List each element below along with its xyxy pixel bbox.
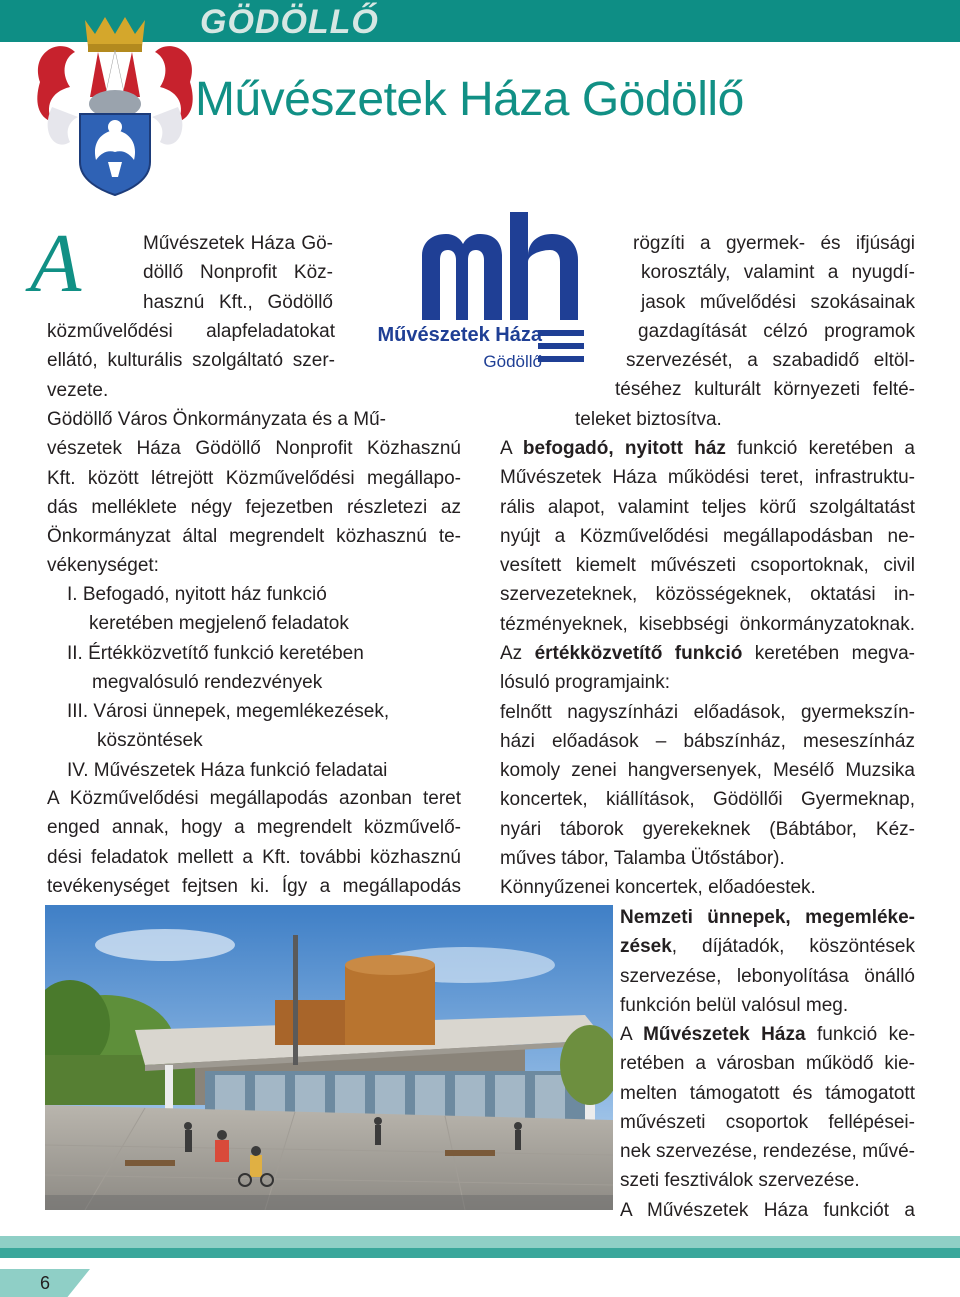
- list-number: I.: [67, 584, 78, 605]
- paragraph-further: [47, 784, 461, 901]
- bold-term: Nemzeti ünnepek, megemléke-: [620, 907, 915, 928]
- text-line: Gödöllő Város Önkormányzata és a Mű-: [47, 409, 386, 430]
- text-line: komoly zenei hangversenyek, Mesélő Muzsika: [500, 760, 915, 782]
- page-title: Művészetek Háza Gödöllő: [195, 73, 744, 126]
- text-line: nek szervezése, rendezése, művé-: [620, 1141, 915, 1163]
- bold-term: befogadó, nyitott ház: [522, 438, 726, 459]
- logo-name: Művészetek Háza: [377, 324, 542, 346]
- list-item-cont: keretében megjelenő feladatok: [89, 613, 349, 635]
- text-line: nyári táborok gyerekeknek (Bábtábor, Kéz-: [500, 818, 915, 840]
- list-number: II.: [67, 642, 83, 664]
- text-line: szervezeteknek, közösségeknek, oktatási in-: [500, 584, 915, 606]
- text-line: Az értékközvetítő funkció keretében megva-: [500, 643, 916, 664]
- paragraph-ertek: [500, 639, 915, 903]
- list-item: [67, 580, 467, 609]
- footer-bar-dark: [0, 1248, 960, 1258]
- paragraph-befogado: [500, 434, 915, 639]
- text-line: retében a városban működő kie-: [620, 1053, 915, 1075]
- header-city: GÖDÖLLŐ: [200, 3, 379, 41]
- text-line: [620, 903, 915, 932]
- list-item: [67, 639, 467, 668]
- list-text: Értékközvetítő funkció keretében: [88, 642, 364, 664]
- text-line: A befogadó, nyitott ház funkció keretében a: [500, 438, 915, 459]
- text-line: házi előadások – bábszínház, meseszínház: [500, 730, 915, 752]
- text-line: dési feladatok mellett a Kft. további közhasznú: [47, 846, 461, 868]
- text-line: melten támogatott és támogatott: [620, 1082, 915, 1104]
- bold-term: értékközvetítő funkció: [534, 643, 743, 664]
- text-line: Kft. között létrejött Közművelődési megállapo-: [47, 467, 461, 489]
- text-line: hasznú Kft., Gödöllő: [143, 291, 333, 313]
- text-line: tevékenységet fejtsen ki. Így a megállapodás: [47, 875, 461, 897]
- text-line: szeti fesztiválok szervezése.: [620, 1170, 860, 1192]
- list-item: [67, 697, 467, 726]
- text-line: Művészetek Háza Gö-: [143, 233, 333, 254]
- text-line: rögzíti a gyermek- és ifjúsági: [633, 233, 915, 254]
- text-line: téséhez kulturált környezeti felté-: [615, 379, 915, 401]
- building-rendering-image: [45, 905, 613, 1210]
- text-line: korosztály, valamint a nyugdí-: [641, 262, 915, 284]
- list-number: III.: [67, 701, 89, 723]
- text-line: A Művészetek Háza funkció ke-: [620, 1024, 916, 1045]
- text-line: jasok művelődési szokásainak: [641, 291, 915, 313]
- text-line: Önkormányzat által megrendelt közhasznú te-: [47, 526, 461, 548]
- drop-cap: A: [30, 217, 82, 310]
- chapter-list: [67, 580, 467, 785]
- text-line: vékenységet:: [47, 555, 159, 577]
- text-line: ellátó, kulturális szolgáltató szer-: [47, 350, 335, 372]
- text-line: A Közművelődési megállapodás azonban teret: [47, 788, 461, 809]
- text-line: A Művészetek Háza funkciót a: [620, 1199, 915, 1221]
- logo-place: Gödöllő: [483, 352, 542, 371]
- list-text: Művészetek Háza funkció feladatai: [93, 759, 388, 781]
- text-line: funkción belül valósul meg.: [620, 994, 849, 1016]
- text-line: közművelődési alapfeladatokat: [47, 321, 335, 342]
- text-line: rális alapot, valamint teljes körű szolgáltatást: [500, 496, 915, 518]
- text-line: szervezése, lebonyolítása önálló: [620, 965, 915, 987]
- right-top-paragraph: [575, 229, 915, 434]
- text-line: döllő Nonprofit Köz-: [143, 262, 333, 284]
- text-line: vezete.: [47, 379, 109, 401]
- text-line: koncertek, kiállítások, Gödöllői Gyermeknap,: [500, 789, 915, 811]
- bold-term: Művészetek Háza: [643, 1024, 806, 1045]
- intro-indented: [143, 229, 333, 317]
- text-line: szervezését, a szabadidő eltöl-: [626, 350, 915, 372]
- paragraph-mh: [620, 1020, 915, 1225]
- text-line: műves tábor, Talamba Ütőstábor).: [500, 848, 785, 870]
- paragraph-agreement: [47, 405, 461, 581]
- paragraph-nemzeti: [620, 903, 915, 1020]
- intro-rest: [47, 317, 335, 405]
- text-line: enged annak, hogy a megrendelt közművelő-: [47, 817, 461, 839]
- text-line: tézményeknek, kisebbségi önkormányzatoknak.: [500, 613, 915, 635]
- page-number: 6: [40, 1273, 51, 1293]
- text-line: nyújt a Közművelődési megállapodásban ne-: [500, 525, 915, 547]
- text-line: teleket biztosítva.: [575, 408, 722, 430]
- text-line: vészetek Háza Gödöllő Nonprofit Közhasznú: [47, 438, 461, 460]
- text-line: gazdagítását célzó programok: [638, 320, 915, 342]
- list-item: [67, 756, 467, 785]
- bold-term: zések: [620, 936, 672, 958]
- text-line: zések, díjátadók, köszöntések: [620, 936, 915, 958]
- list-number: IV.: [67, 759, 89, 781]
- list-text: Városi ünnepek, megemlékezések,: [93, 701, 390, 723]
- text-line: lósuló programjaink:: [500, 672, 671, 694]
- coat-of-arms-icon: [30, 12, 200, 197]
- mh-logo-icon: [418, 212, 594, 372]
- text-line: dás melléklete négy fejezetben részletezi az: [47, 496, 461, 518]
- text-line: vesített kiemelt művészeti csoportoknak, civil: [500, 555, 915, 577]
- list-item-cont: megvalósuló rendezvények: [92, 671, 323, 693]
- text-line: művészeti csoportok fellépései-: [620, 1111, 915, 1133]
- text-line: Művészetek Háza működési teret, infrastruktu-: [500, 467, 915, 489]
- list-text: Befogadó, nyitott ház funkció: [82, 584, 327, 605]
- list-item-cont: köszöntések: [97, 730, 203, 752]
- text-line: felnőtt nagyszínházi előadások, gyermekszín-: [500, 701, 915, 723]
- text-line: Könnyűzenei koncertek, előadóestek.: [500, 877, 816, 899]
